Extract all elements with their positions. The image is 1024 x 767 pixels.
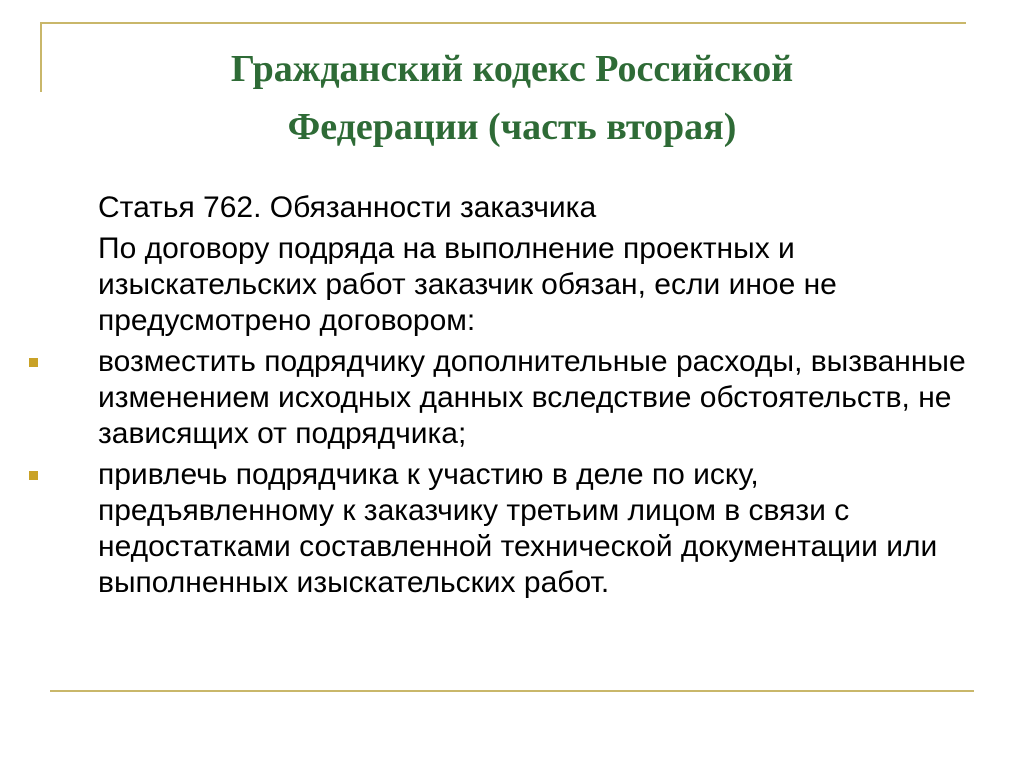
bullet-item xyxy=(98,344,978,452)
bottom-rule xyxy=(50,690,974,692)
left-rule xyxy=(40,22,42,92)
title-line-2: Федерации (часть вторая) xyxy=(287,106,737,148)
bullet-text: привлечь подрядчика к участию в деле по иску, предъявленному к заказчику третьим лицом в связи с недостатками составленной технической документации или выполненных изыскательских работ. xyxy=(98,458,938,599)
square-bullet-icon xyxy=(29,358,38,367)
intro-paragraph: По договору подряда на выполнение проектных и изыскательских работ заказчик обязан, если иное не предусмотрено договором: xyxy=(98,232,837,337)
bullet-item xyxy=(98,457,978,601)
slide-title xyxy=(60,40,964,156)
square-bullet-icon xyxy=(29,471,38,480)
title-line-1: Гражданский кодекс Российской xyxy=(230,48,794,90)
slide-content xyxy=(98,190,978,606)
bullet-text: возместить подрядчику дополнительные расходы, вызванные изменением исходных данных вследствие обстоятельств, не зависящих от подрядчика; xyxy=(98,345,966,450)
top-rule xyxy=(40,22,966,24)
article-heading: Статья 762. Обязанности заказчика xyxy=(98,191,597,224)
